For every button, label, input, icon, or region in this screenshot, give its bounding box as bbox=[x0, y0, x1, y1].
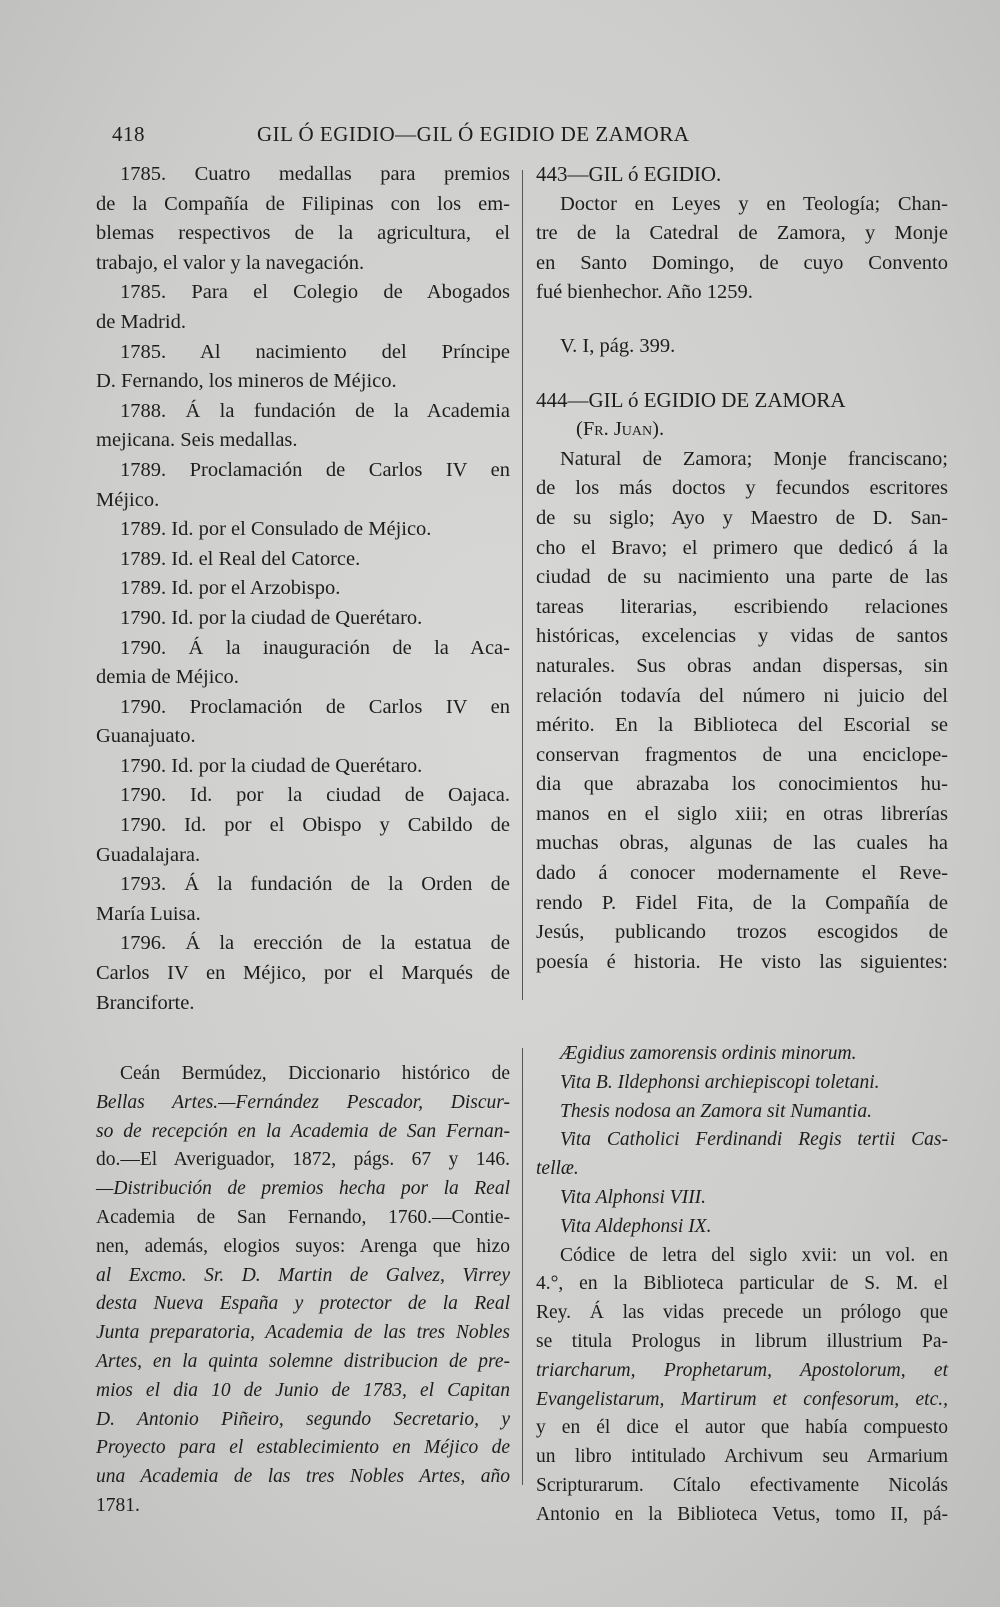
text-line: Rey. Á las vidas precede un prólogo que bbox=[536, 1302, 948, 1324]
text-line: trabajo, el valor y la navegación. bbox=[96, 251, 365, 274]
work-title: Vita Catholici Ferdinandi Regis tertii Cas- bbox=[560, 1129, 948, 1151]
text-line: 1785. Al nacimiento del Príncipe bbox=[120, 340, 510, 363]
text-line: ciudad de su nacimiento una parte de las bbox=[536, 566, 948, 589]
text-line: 1790. Id. por la ciudad de Querétaro. bbox=[120, 606, 423, 629]
column-divider-top bbox=[522, 170, 523, 1000]
text-line: Evangelistarum, Martirum et confesorum, etc., bbox=[536, 1388, 948, 1410]
text-line: blemas respectivos de la agricultura, el bbox=[96, 222, 510, 245]
bib-line: —Distribución de premios hecha por la Real bbox=[96, 1178, 510, 1200]
bib-line: Academia de San Fernando, 1760.—Contie- bbox=[96, 1206, 510, 1228]
work-title: Thesis nodosa an Zamora sit Numantia. bbox=[560, 1100, 873, 1122]
text-line: tre de la Catedral de Zamora, y Monje bbox=[536, 222, 948, 245]
text-line: D. Fernando, los mineros de Méjico. bbox=[96, 370, 397, 393]
text-line: 1793. Á la fundación de la Orden de bbox=[120, 873, 510, 896]
works-list bbox=[536, 1040, 948, 1530]
text-line: Guanajuato. bbox=[96, 725, 196, 748]
text-line: Doctor en Leyes y en Teología; Chan- bbox=[560, 192, 948, 215]
text-line: fué bienhechor. Año 1259. bbox=[536, 281, 753, 304]
text-line: Códice de letra del siglo xvii: un vol. en bbox=[560, 1244, 948, 1266]
text-line: 4.°, en la Biblioteca particular de S. M. el bbox=[536, 1273, 948, 1295]
text-line: de la Compañía de Filipinas con los em- bbox=[96, 192, 510, 215]
text-line: tareas literarias, escribiendo relaciones bbox=[536, 595, 948, 618]
text-line: 1788. Á la fundación de la Academia bbox=[120, 399, 510, 422]
text-line: mérito. En la Biblioteca del Escorial se bbox=[536, 714, 948, 737]
work-title: Vita Aldephonsi IX. bbox=[560, 1215, 712, 1237]
bib-line: nen, además, elogios suyos: Arenga que hizo bbox=[96, 1235, 510, 1257]
text-line: 1790. Id. por el Obispo y Cabildo de bbox=[120, 814, 510, 837]
text-line: María Luisa. bbox=[96, 902, 201, 925]
text-line: cho el Bravo; el primero que dedicó á la bbox=[536, 536, 948, 559]
text-line: de los más doctos y fecundos escritores bbox=[536, 477, 948, 500]
bib-line: desta Nueva España y protector de la Real bbox=[96, 1293, 510, 1315]
work-title: Vita Alphonsi VIII. bbox=[560, 1186, 707, 1208]
text-line: de Madrid. bbox=[96, 310, 186, 333]
text-line: dado á conocer modernamente el Reve- bbox=[536, 862, 948, 885]
page-header bbox=[112, 118, 782, 152]
text-line: Scripturarum. Cítalo efectivamente Nicolás bbox=[536, 1474, 948, 1496]
running-title: GIL Ó EGIDIO—GIL Ó EGIDIO DE ZAMORA bbox=[257, 122, 690, 146]
text-line: conservan fragmentos de una enciclope- bbox=[536, 743, 948, 766]
text-line: Branciforte. bbox=[96, 991, 195, 1014]
text-line: 1789. Id. por el Consulado de Méjico. bbox=[120, 518, 432, 541]
text-line: manos en el siglo xiii; en otras librerías bbox=[536, 802, 948, 825]
text-line: rendo P. Fidel Fita, de la Compañía de bbox=[536, 891, 948, 914]
text-line: Carlos IV en Méjico, por el Marqués de bbox=[96, 962, 510, 985]
bib-line: Ceán Bermúdez, Diccionario histórico de bbox=[120, 1063, 510, 1084]
entry-444-heading: 444—GIL ó EGIDIO DE ZAMORA bbox=[536, 387, 846, 412]
bib-line: al Excmo. Sr. D. Martin de Galvez, Virrey bbox=[96, 1264, 510, 1286]
bib-line: 1781. bbox=[96, 1494, 140, 1516]
text-line: Guadalajara. bbox=[96, 843, 201, 866]
text-line: naturales. Sus obras andan dispersas, sin bbox=[536, 654, 948, 677]
text-line: demia de Méjico. bbox=[96, 666, 239, 689]
text-line: poesía é historia. He visto las siguientes: bbox=[536, 950, 948, 973]
text-line: en Santo Domingo, de cuyo Convento bbox=[536, 251, 948, 274]
text-line: Antonio en la Biblioteca Vetus, tomo II, pá- bbox=[536, 1503, 948, 1525]
text-line: Jesús, publicando trozos escogidos de bbox=[536, 921, 948, 944]
entry-444-subheading: (Fr. Juan). bbox=[576, 418, 665, 441]
text-line: de su siglo; Ayo y Maestro de D. San- bbox=[536, 506, 948, 529]
work-title: tellæ. bbox=[536, 1158, 579, 1180]
entry-443-reference: V. I, pág. 399. bbox=[560, 334, 676, 357]
work-title: Vita B. Ildephonsi archiepiscopi toletani. bbox=[560, 1071, 880, 1093]
text-line: 1790. Id. por la ciudad de Oajaca. bbox=[120, 784, 510, 807]
text-line: 1796. Á la erección de la estatua de bbox=[120, 932, 510, 955]
bib-line: so de recepción en la Academia de San Fernan- bbox=[96, 1120, 510, 1142]
text-line: 1789. Id. por el Arzobispo. bbox=[120, 577, 341, 600]
text-line: muchas obras, algunas de las cuales ha bbox=[536, 832, 948, 855]
bib-line: Artes, en la quinta solemne distribucion de pre- bbox=[96, 1350, 510, 1372]
left-column bbox=[96, 160, 510, 1018]
bib-line: do.—El Averiguador, 1872, págs. 67 y 146. bbox=[96, 1149, 510, 1171]
text-line: triarcharum, Prophetarum, Apostolorum, et bbox=[536, 1359, 948, 1381]
text-line: relación todavía del número ni juicio del bbox=[536, 684, 948, 707]
text-line: 1785. Para el Colegio de Abogados bbox=[120, 281, 510, 304]
text-line: 1789. Proclamación de Carlos IV en bbox=[120, 458, 510, 481]
bibliography-note bbox=[96, 1060, 510, 1521]
text-line: y en él dice el autor que había compuesto bbox=[536, 1417, 948, 1439]
work-title: Ægidius zamorensis ordinis minorum. bbox=[560, 1043, 857, 1064]
page-number: 418 bbox=[112, 122, 145, 146]
text-line: 1789. Id. el Real del Catorce. bbox=[120, 547, 361, 570]
bib-line: una Academia de las tres Nobles Artes, año bbox=[96, 1466, 510, 1488]
text-line: históricas, excelencias y vidas de santos bbox=[536, 625, 948, 648]
text-line: se titula Prologus in librum illustrium Pa- bbox=[536, 1330, 948, 1352]
bib-line: D. Antonio Piñeiro, segundo Secretario, y bbox=[96, 1408, 510, 1430]
text-line: Méjico. bbox=[96, 488, 160, 511]
text-line: 1790. Id. por la ciudad de Querétaro. bbox=[120, 754, 423, 777]
bib-line: mios el dia 10 de Junio de 1783, el Capitan bbox=[96, 1379, 510, 1401]
text-line: 1785. Cuatro medallas para premios bbox=[120, 163, 510, 185]
bib-line: Proyecto para el establecimiento en Méjico de bbox=[96, 1437, 510, 1459]
text-line: 1790. Á la inauguración de la Aca- bbox=[120, 636, 510, 659]
text-line: Natural de Zamora; Monje franciscano; bbox=[560, 447, 948, 470]
text-line: dia que abrazaba los conocimientos hu- bbox=[536, 773, 948, 796]
entry-443-heading: 443—GIL ó EGIDIO. bbox=[536, 162, 722, 186]
text-line: mejicana. Seis medallas. bbox=[96, 429, 298, 452]
bib-line: Junta preparatoria, Academia de las tres Nobles bbox=[96, 1322, 510, 1344]
text-line: 1790. Proclamación de Carlos IV en bbox=[120, 695, 510, 718]
column-divider-bottom bbox=[522, 1048, 523, 1485]
text-line: un libro intitulado Archivum seu Armarium bbox=[536, 1446, 948, 1468]
bib-line: Bellas Artes.—Fernández Pescador, Discur- bbox=[96, 1091, 510, 1113]
right-column bbox=[536, 160, 948, 977]
